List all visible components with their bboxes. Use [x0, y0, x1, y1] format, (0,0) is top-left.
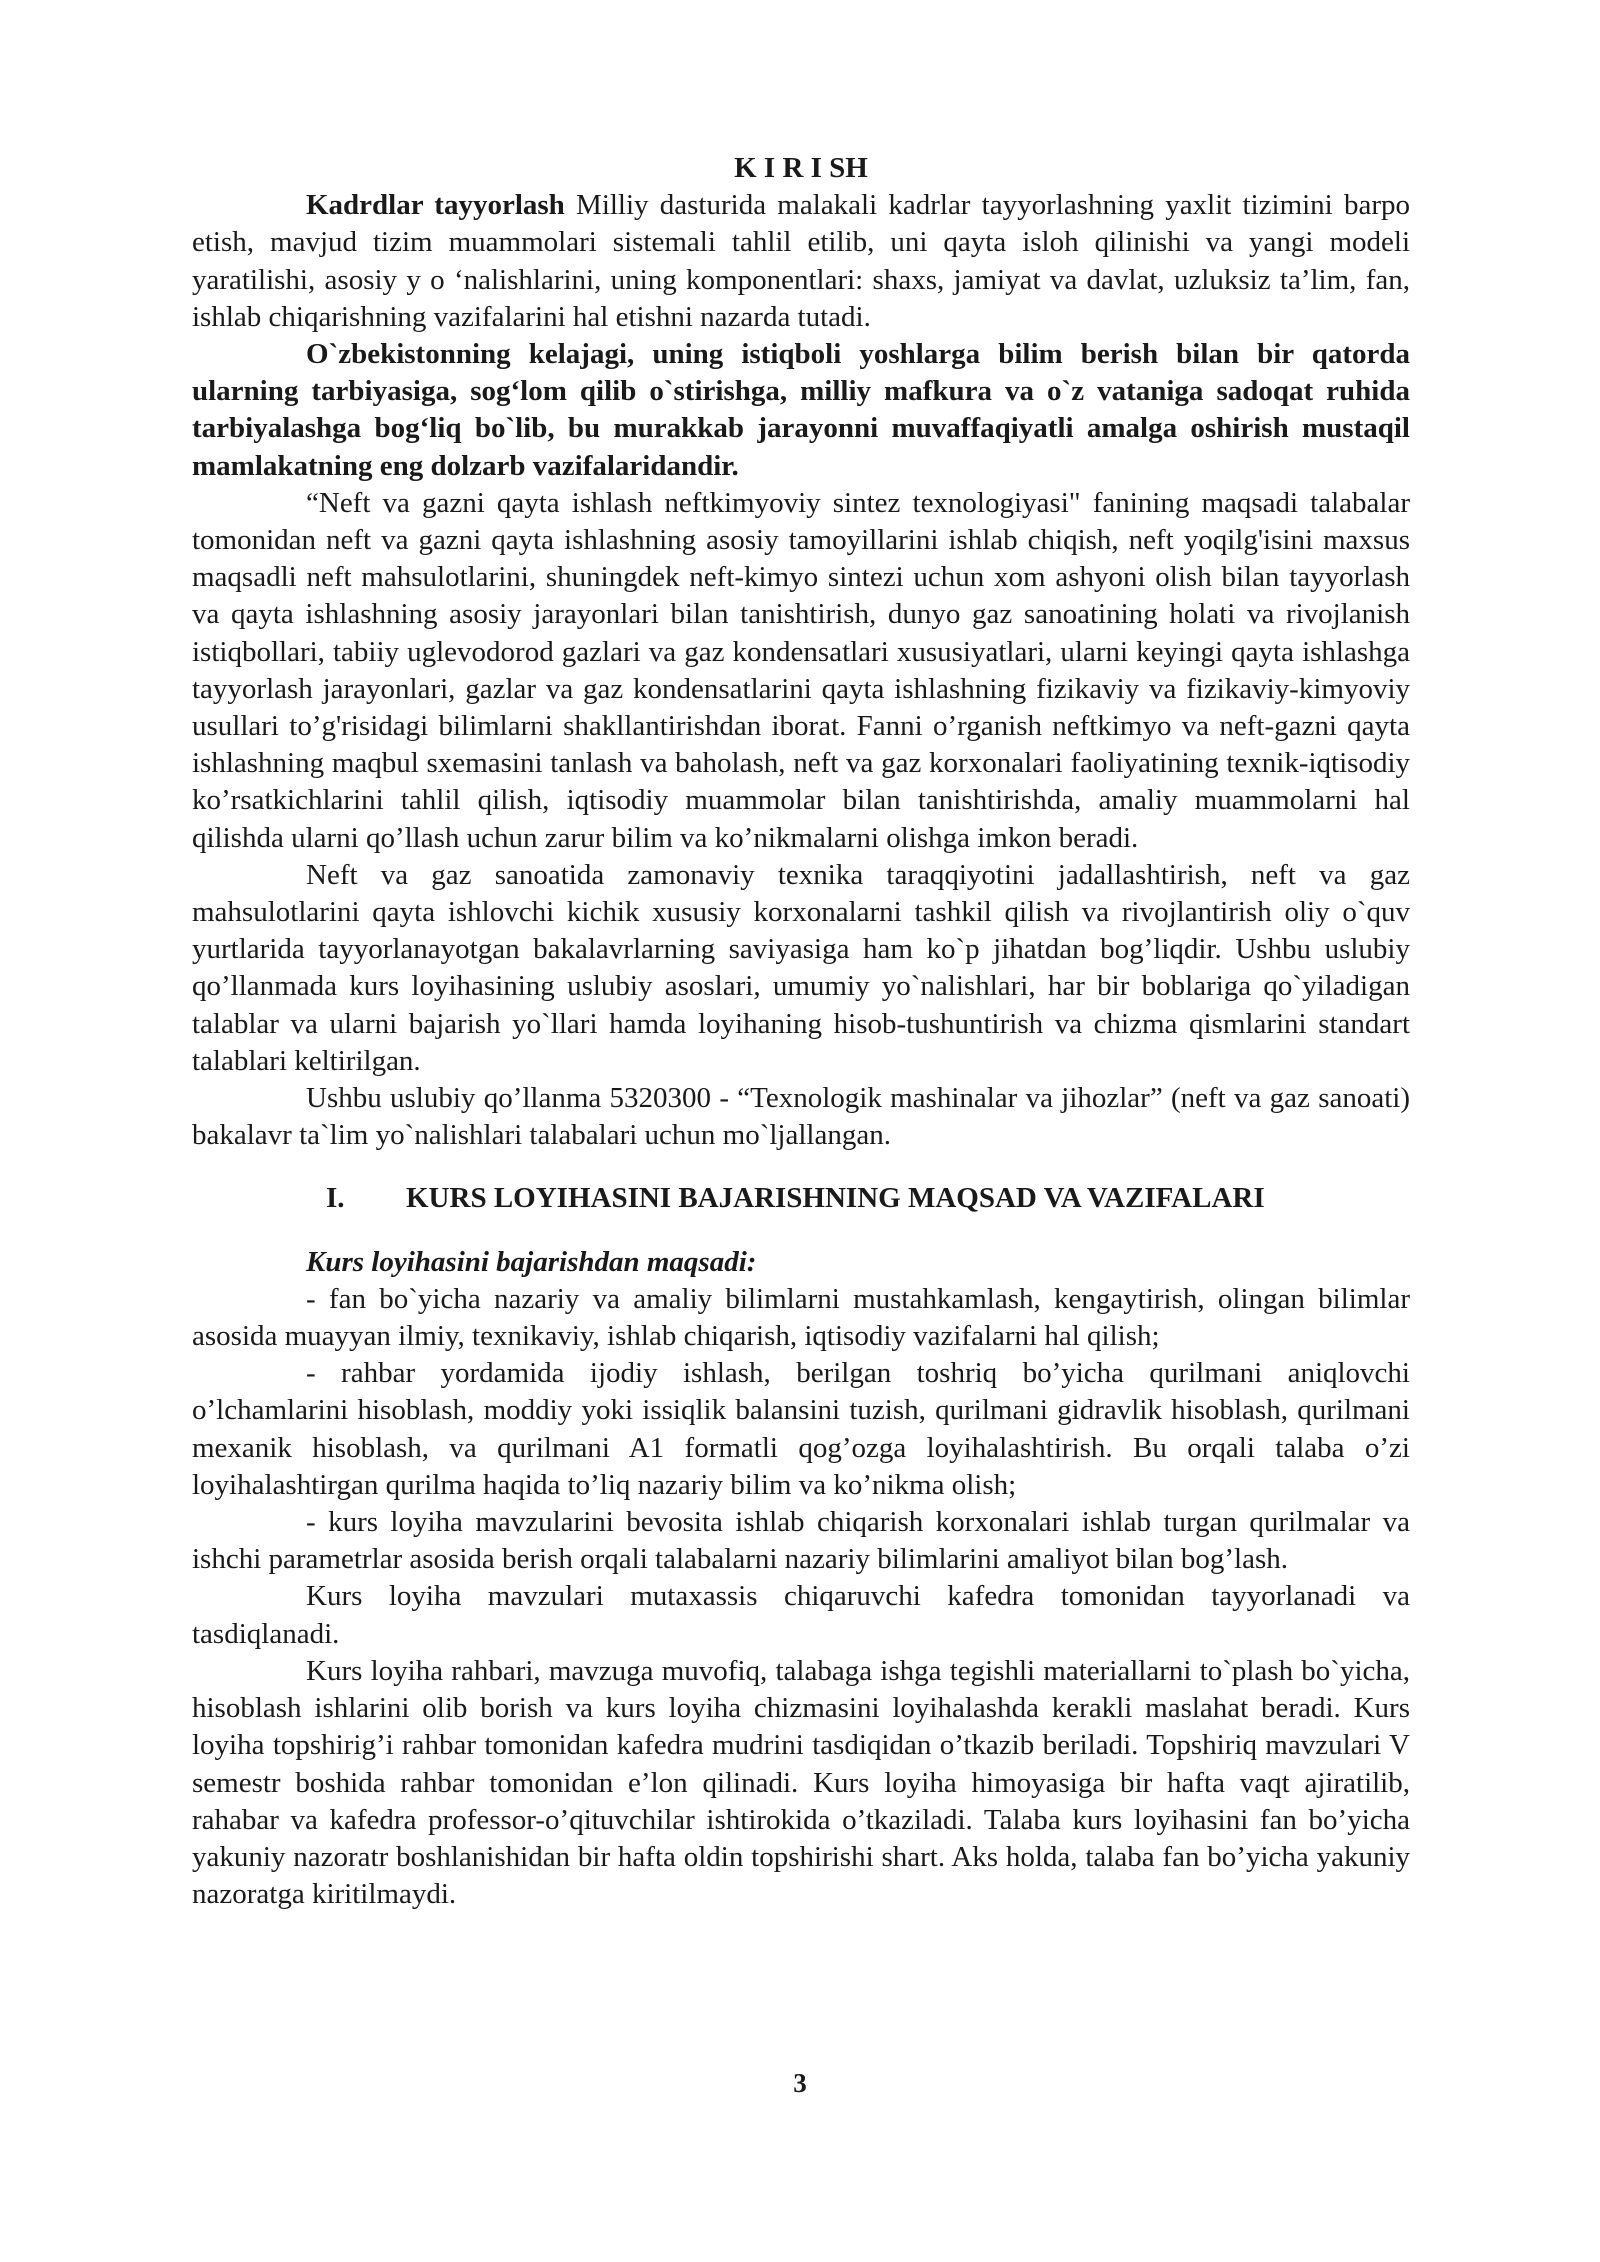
section-paragraph-1: Kurs loyiha mavzulari mutaxassis chiqaruvchi kafedra tomonidan tayyorlanadi va tasdiqlanadi. — [192, 1580, 1410, 1650]
section-subheading: Kurs loyihasini bajarishdan maqsadi: — [306, 1245, 757, 1278]
list-item: - rahbar yordamida ijodiy ishlash, berilgan toshriq bo’yicha qurilmani aniqlovchi o’lchamlarini hisoblash, moddiy yoki issiqlik balansini tuzish, qurilmani gidravlik hisoblash, qurilmani mexanik hisoblash, va qurilmani A1 formatli qog’ozga loyihalashtirish. Bu orqali talaba o’zi loyihalashtirgan qurilma haqida to’liq nazariy bilim va ko’nikma olish; — [192, 1357, 1410, 1501]
list-item: - kurs loyiha mavzularini bevosita ishlab chiqarish korxonalari ishlab turgan qurilmalar va ishchi parametrlar asosida berish orqali talabalarni nazariy bilimlarini amaliyot bilan bog’lash. — [192, 1506, 1410, 1576]
page-title: K I R I SH — [734, 152, 868, 184]
paragraph-text: Milliy dasturida malakali kadrlar tayyorlashning yaxlit tizimini barpo etish, mavjud tizim muammolari sistemali tahlil etilib, uni qayta isloh qilinishi va yangi modeli yaratilishi, asosiy y o ‘nalishlarini, uning komponentlari: shaxs, jamiyat va davlat, uzluksiz ta’lim, fan, ishlab chiqarishning vazifalarini hal etishni nazarda tutadi. — [192, 189, 1410, 333]
intro-paragraph-1 — [192, 187, 1410, 336]
page-number: 3 — [793, 2068, 807, 2098]
section-paragraph-2: Kurs loyiha rahbari, mavzuga muvofiq, talabaga ishga tegishli materiallarni to`plash bo`yicha, hisoblash ishlarini olib borish va kurs loyiha chizmasini loyihalashda kerakli maslahat beradi. Kurs loyiha topshirig’i rahbar tomonidan kafedra mudrini tasdiqidan o’tkazib beriladi. Topshiriq mavzulari V semestr boshida rahbar tomonidan e’lon qilinadi. Kurs loyiha himoyasiga bir hafta vaqt ajiratilib, rahabar va kafedra professor-o’qituvchilar ishtirokida o’tkaziladi. Talaba kurs loyihasini fan bo’yicha yakuniy nazoratr boshlanishidan bir hafta oldin topshirishi shart. Aks holda, talaba fan bo’yicha yakuniy nazoratga kiritilmaydi. — [192, 1654, 1410, 1911]
paragraph-lead-bold: Kadrdlar tayyorlash — [306, 189, 565, 222]
intro-paragraph-4: Neft va gaz sanoatida zamonaviy texnika taraqqiyotini jadallashtirish, neft va gaz mahsulotlarini qayta ishlovchi kichik xususiy korxonalarni tashkil qilish va rivojlantirish oliy o`quv yurtlarida tayyorlanayotgan bakalavrlarning saviyasiga ham ko`p jihatdan bog’liqdir. Ushbu uslubiy qo’llanmada kurs loyihasining uslubiy asoslari, umumiy yo`nalishlari, har bir boblariga qo`yiladigan talablar va ularni bajarish yo`llari hamda loyihaning hisob-tushuntirish va chizma qismlarini standart talablari keltirilgan. — [192, 858, 1410, 1077]
intro-paragraph-2: O`zbekistonning kelajagi, uning istiqboli yoshlarga bilim berish bilan bir qatorda ularning tarbiyasiga, sog‘lom qilib o`stirishga, milliy mafkura va o`z vataniga sadoqat ruhida tarbiyalashga bog‘liq bo`lib, bu murakkab jarayonni muvaffaqiyatli amalga oshirish mustaqil mamlakatning eng dolzarb vazifalaridandir. — [192, 338, 1410, 482]
intro-paragraph-5: Ushbu uslubiy qo’llanma 5320300 - “Texnologik mashinalar va jihozlar” (neft va gaz sanoati) bakalavr ta`lim yo`nalishlari talabalari uchun mo`ljallangan. — [192, 1082, 1410, 1152]
section-title: KURS LOYIHASINI BAJARISHNING MAQSAD VA VAZIFALARI — [406, 1182, 1265, 1215]
intro-paragraph-3: “Neft va gazni qayta ishlash neftkimyoviy sintez texnologiyasi" fanining maqsadi talabalar tomonidan neft va gazni qayta ishlashning asosiy tamoyillarini ishlab chiqish, neft yoqilg'isini maxsus maqsadli neft mahsulotlarini, shuningdek neft-kimyo sintezi uchun xom ashyoni olish bilan tayyorlash va qayta ishlashning asosiy jarayonlari bilan tanishtirish, dunyo gaz sanoatining holati va rivojlanish istiqbollari, tabiiy uglevodorod gazlari va gaz kondensatlari xususiyatlari, ularni keyingi qayta ishlashga tayyorlash jarayonlari, gazlar va gaz kondensatlarini qayta ishlashning fizikaviy va fizikaviy-kimyoviy usullari to’g'risidagi bilimlarni shakllantirishdan iborat. Fanni o’rganish neftkimyo va neft-gazni qayta ishlashning maqbul sxemasini tanlash va baholash, neft va gaz korxonalari faoliyatining texnik-iqtisodiy ko’rsatkichlarini tahlil qilish, iqtisodiy muammolar bilan tanishtirishda, amaliy muammolarni hal qilishda ularni qo’llash uchun zarur bilim va ko’nikmalarni olishga imkon beradi. — [192, 486, 1410, 854]
list-item: - fan bo`yicha nazariy va amaliy bilimlarni mustahkamlash, kengaytirish, olingan bilimlar asosida muayyan ilmiy, texnikaviy, ishlab chiqarish, iqtisodiy vazifalarni hal qilish; — [192, 1282, 1410, 1353]
section-number: I. — [326, 1182, 345, 1215]
document-page — [192, 150, 1410, 1913]
section-heading — [192, 1180, 1410, 1217]
